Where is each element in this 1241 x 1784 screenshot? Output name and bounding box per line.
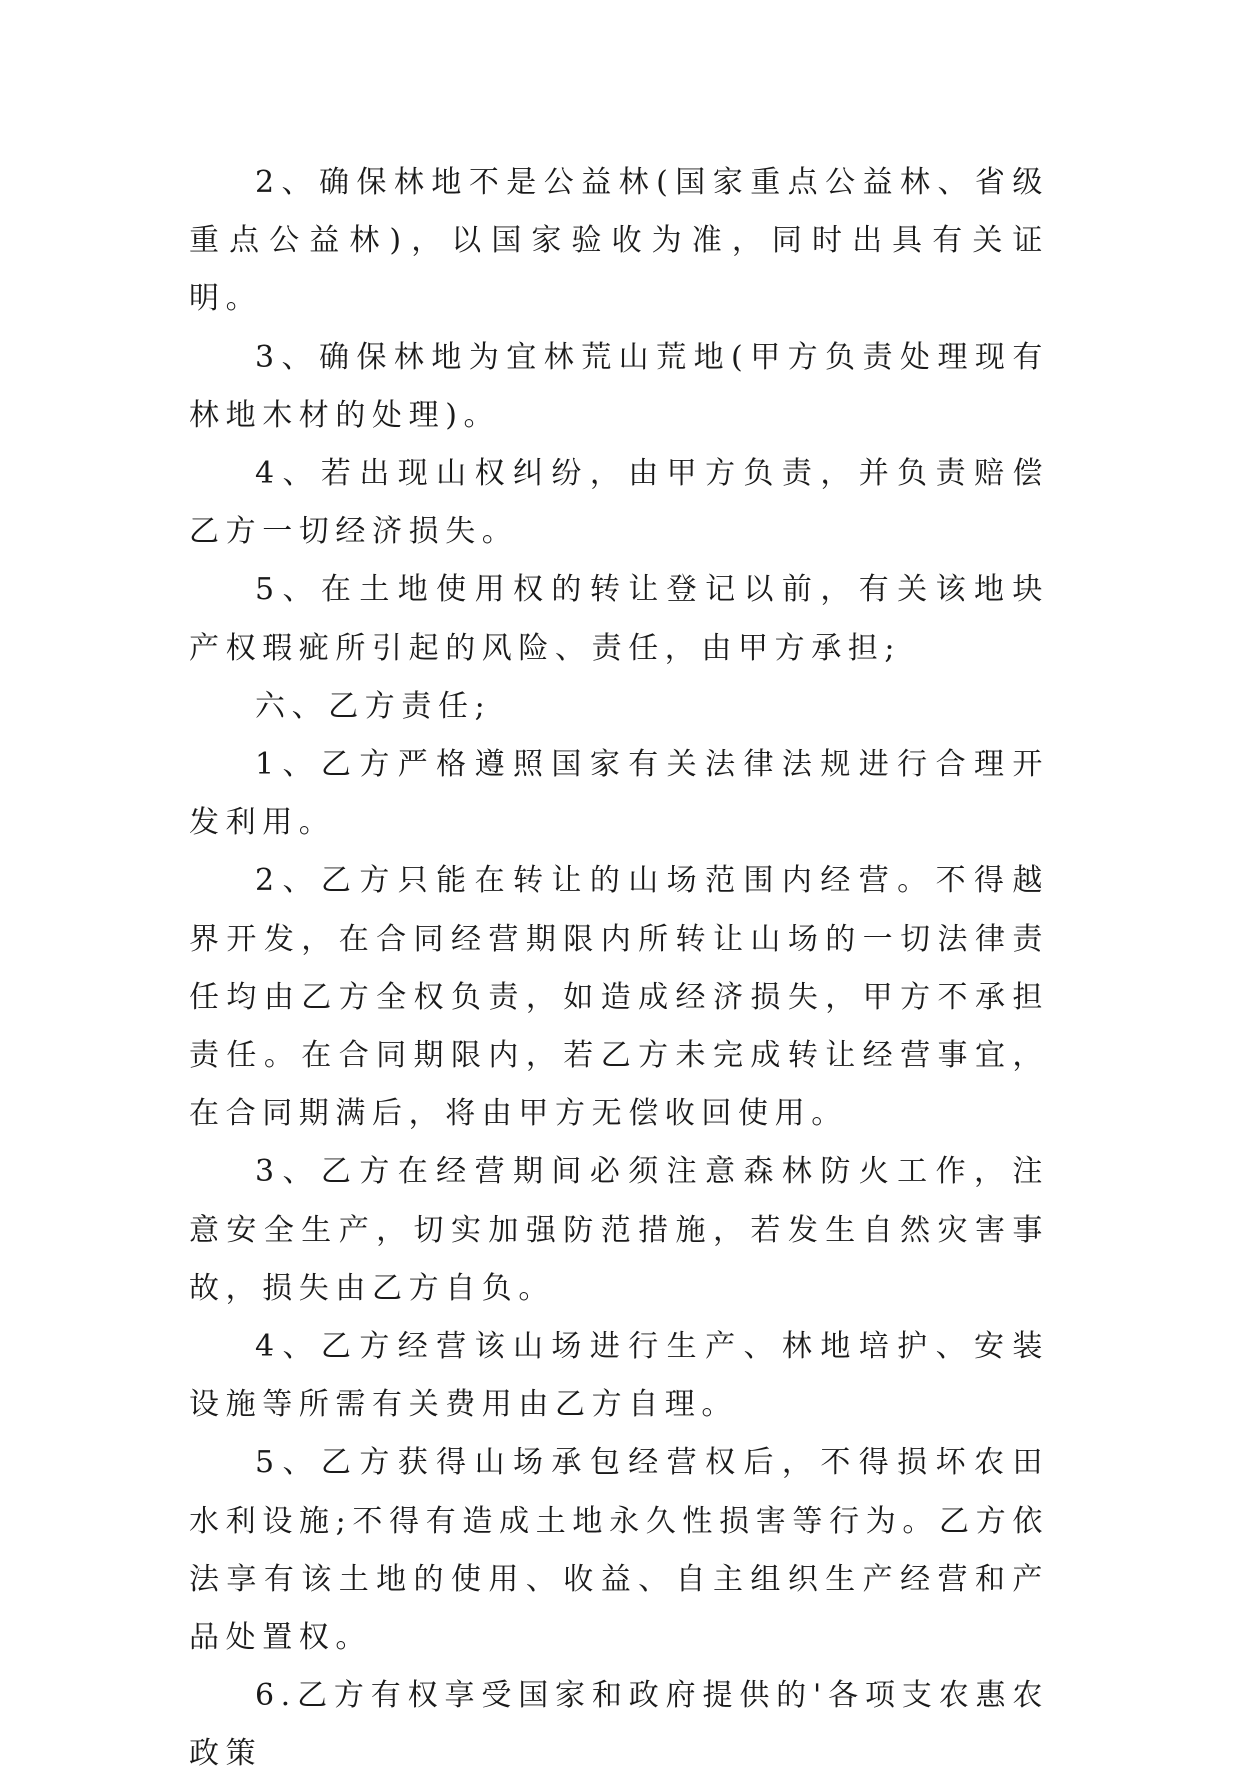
paragraph-guarantee-not-public-forest: 2、确保林地不是公益林(国家重点公益林、省级重点公益林)，以国家验收为准，同时出具有关证明。	[189, 165, 1049, 317]
paragraph-guarantee-barren-land: 3、确保林地为宜林荒山荒地(甲方负责处理现有林地木材的处理)。	[189, 339, 1049, 433]
paragraph-operating-scope: 2、乙方只能在转让的山场范围内经营。不得越界开发，在合同经营期限内所转让山场的一切法律责任均由乙方全权负责，如造成经济损失，甲方不承担责任。在合同期限内，若乙方未完成转让经营事宜，在合同期满后，将由甲方无偿收回使用。	[189, 863, 1049, 1132]
paragraph-operating-costs: 4、乙方经营该山场进行生产、林地培护、安装设施等所需有关费用由乙方自理。	[189, 1329, 1049, 1423]
section-heading-party-b-responsibility: 六、乙方责任;	[255, 688, 492, 724]
paragraph-policy-benefits: 6.乙方有权享受国家和政府提供的'各项支农惠农政策	[189, 1678, 1049, 1772]
paragraph-ownership-dispute: 4、若出现山权纠纷，由甲方负责，并负责赔偿乙方一切经济损失。	[189, 456, 1049, 550]
paragraph-legal-development: 1、乙方严格遵照国家有关法律法规进行合理开发利用。	[189, 747, 1049, 841]
document-body	[189, 154, 1049, 1784]
paragraph-transfer-registration-risk: 5、在土地使用权的转让登记以前，有关该地块产权瑕疵所引起的风险、责任，由甲方承担;	[189, 572, 1049, 666]
paragraph-fire-safety: 3、乙方在经营期间必须注意森林防火工作，注意安全生产，切实加强防范措施，若发生自然灾害事故，损失由乙方自负。	[189, 1154, 1049, 1306]
paragraph-land-protection-rights: 5、乙方获得山场承包经营权后，不得损坏农田水利设施;不得有造成土地永久性损害等行为。乙方依法享有该土地的使用、收益、自主组织生产经营和产品处置权。	[189, 1445, 1049, 1656]
